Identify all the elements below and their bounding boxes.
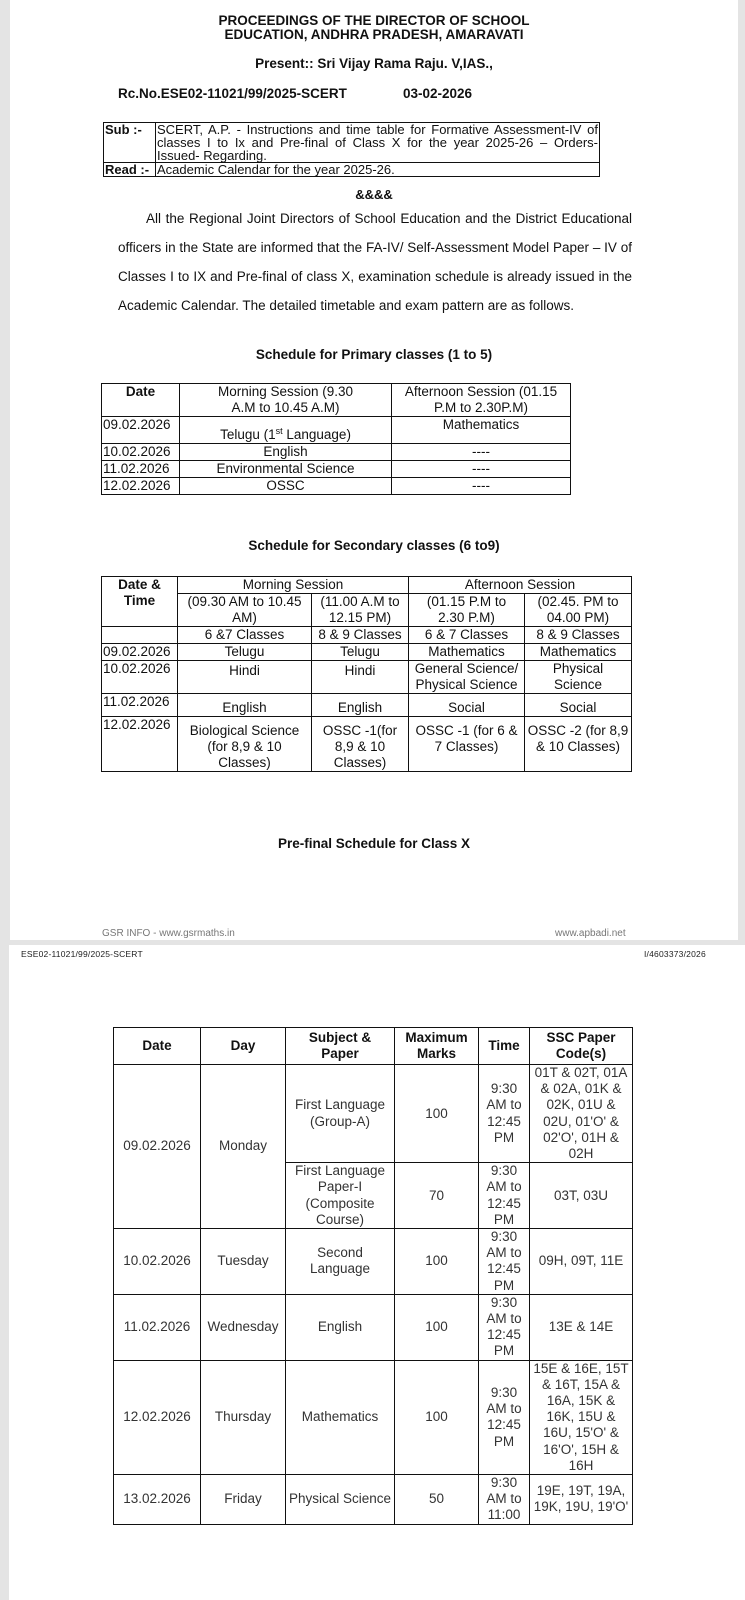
row-day: Monday bbox=[201, 1065, 286, 1229]
header-codes: SSC Paper Code(s) bbox=[530, 1028, 633, 1065]
present-line: Present:: Sri Vijay Rama Raju. V,IAS., bbox=[255, 56, 493, 71]
footer-right-watermark: www.apbadi.net bbox=[555, 928, 626, 939]
row-morning: English bbox=[180, 444, 392, 461]
table-header-row bbox=[102, 594, 632, 627]
row-cell: OSSC -1(for 8,9 & 10 Classes) bbox=[312, 717, 409, 772]
row-cell: English bbox=[312, 694, 409, 717]
row-time: 9:30 AM to 12:45 PM bbox=[479, 1163, 530, 1229]
table-row bbox=[102, 444, 571, 461]
row-day: Tuesday bbox=[201, 1229, 286, 1295]
table-row bbox=[114, 1294, 633, 1360]
row-codes: 03T, 03U bbox=[530, 1163, 633, 1229]
row-date: 12.02.2026 bbox=[114, 1360, 201, 1474]
row-codes: 15E & 16E, 15T & 16T, 15A & 16A, 15K & 16K, 15U & 16U, 15'O' & 16'O', 15H & 16H bbox=[530, 1360, 633, 1474]
row-morning: Environmental Science bbox=[180, 461, 392, 478]
table-row bbox=[102, 417, 571, 444]
secondary-schedule-table bbox=[101, 576, 632, 772]
table-row bbox=[114, 1475, 633, 1525]
row-cell: Mathematics bbox=[409, 644, 525, 661]
row-marks: 100 bbox=[395, 1360, 479, 1474]
table-row bbox=[102, 694, 632, 717]
header-class-3: 6 & 7 Classes bbox=[409, 627, 525, 644]
table-row bbox=[114, 1360, 633, 1474]
read-row bbox=[104, 163, 600, 177]
prefinal-schedule-table bbox=[113, 1027, 633, 1525]
page-header-inward-number: I/4603373/2026 bbox=[644, 949, 706, 959]
row-afternoon: Mathematics bbox=[392, 417, 571, 444]
page-header-file-number: ESE02-11021/99/2025-SCERT bbox=[21, 949, 143, 959]
reference-number: Rc.No.ESE02-11021/99/2025-SCERT bbox=[118, 86, 347, 101]
subject-row bbox=[104, 123, 600, 163]
header-date-time: Date & Time bbox=[102, 577, 178, 627]
table-row bbox=[114, 1065, 633, 1163]
header-slot-1: (09.30 AM to 10.45 AM) bbox=[178, 594, 312, 627]
row-day: Thursday bbox=[201, 1360, 286, 1474]
header-day: Day bbox=[201, 1028, 286, 1065]
row-time: 9:30 AM to 12:45 PM bbox=[479, 1360, 530, 1474]
row-codes: 19E, 19T, 19A, 19K, 19U, 19'O' bbox=[530, 1475, 633, 1525]
row-date: 09.02.2026 bbox=[102, 644, 178, 661]
row-cell: Telugu bbox=[178, 644, 312, 661]
header-slot-2: (11.00 A.M to 12.15 PM) bbox=[312, 594, 409, 627]
row-morning: OSSC bbox=[180, 478, 392, 495]
row-subject: Physical Science bbox=[286, 1475, 395, 1525]
row-subject: Second Language bbox=[286, 1229, 395, 1295]
row-cell: Social bbox=[525, 694, 632, 717]
header-morning: Morning Session bbox=[178, 577, 409, 594]
row-cell: OSSC -2 (for 8,9 & 10 Classes) bbox=[525, 717, 632, 772]
row-cell: Mathematics bbox=[525, 644, 632, 661]
read-text: Academic Calendar for the year 2025-26. bbox=[156, 163, 600, 177]
row-codes: 09H, 09T, 11E bbox=[530, 1229, 633, 1295]
row-codes: 13E & 14E bbox=[530, 1294, 633, 1360]
superscript: st bbox=[275, 426, 283, 436]
row-date: 11.02.2026 bbox=[102, 694, 178, 717]
row-cell: English bbox=[178, 694, 312, 717]
row-date: 12.02.2026 bbox=[102, 478, 180, 495]
row-subject: Mathematics bbox=[286, 1360, 395, 1474]
row-afternoon: ---- bbox=[392, 478, 571, 495]
title-line-2: EDUCATION, ANDHRA PRADESH, AMARAVATI bbox=[224, 27, 524, 42]
row-subject: First Language (Group-A) bbox=[286, 1065, 395, 1163]
row-codes: 01T & 02T, 01A & 02A, 01K & 02K, 01U & 02U, 01'O' & 02'O', 01H & 02H bbox=[530, 1065, 633, 1163]
row-marks: 100 bbox=[395, 1294, 479, 1360]
row-cell: Physical Science bbox=[525, 661, 632, 694]
header-subject: Subject & Paper bbox=[286, 1028, 395, 1065]
row-cell: OSSC -1 (for 6 & 7 Classes) bbox=[409, 717, 525, 772]
document-title bbox=[10, 14, 738, 42]
read-label: Read :- bbox=[104, 163, 156, 177]
table-row bbox=[114, 1229, 633, 1295]
row-marks: 70 bbox=[395, 1163, 479, 1229]
footer-left-watermark: GSR INFO - www.gsrmaths.in bbox=[102, 928, 235, 939]
header-marks: Maximum Marks bbox=[395, 1028, 479, 1065]
separator: &&&& bbox=[355, 187, 393, 202]
proceedings-date: 03-02-2026 bbox=[403, 86, 473, 101]
header-slot-3: (01.15 P.M to 2.30 P.M) bbox=[409, 594, 525, 627]
row-date: 12.02.2026 bbox=[102, 717, 178, 772]
row-time: 9:30 AM to 12:45 PM bbox=[479, 1065, 530, 1163]
row-date: 09.02.2026 bbox=[114, 1065, 201, 1229]
secondary-heading: Schedule for Secondary classes (6 to9) bbox=[248, 538, 500, 553]
row-morning bbox=[180, 417, 392, 444]
header-class-2: 8 & 9 Classes bbox=[312, 627, 409, 644]
header-time: Time bbox=[479, 1028, 530, 1065]
row-cell: Hindi bbox=[178, 661, 312, 694]
document-page-2 bbox=[9, 945, 745, 1600]
header-slot-4: (02.45. PM to 04.00 PM) bbox=[525, 594, 632, 627]
row-marks: 50 bbox=[395, 1475, 479, 1525]
title-line-1: PROCEEDINGS OF THE DIRECTOR OF SCHOOL bbox=[218, 13, 530, 28]
header-afternoon: Afternoon Session bbox=[409, 577, 632, 594]
header-class-4: 8 & 9 Classes bbox=[525, 627, 632, 644]
intro-paragraph: All the Regional Joint Directors of School Education and the District Educational officers in the State are informed that the FA-IV/ Self-Assessment Model Paper – IV of Classes I to IX and Pre-final of class X, examination schedule is already issued in the Academic Calendar. The detailed timetable and exam pattern are as follows. bbox=[118, 211, 632, 313]
table-header-row bbox=[114, 1028, 633, 1065]
table-header-row bbox=[102, 384, 571, 417]
row-cell: Social bbox=[409, 694, 525, 717]
header-empty bbox=[102, 627, 178, 644]
header-class-1: 6 &7 Classes bbox=[178, 627, 312, 644]
table-header-row bbox=[102, 577, 632, 594]
header-date: Date bbox=[114, 1028, 201, 1065]
row-time: 9:30 AM to 11:00 bbox=[479, 1475, 530, 1525]
primary-schedule-table bbox=[101, 383, 571, 495]
row-cell: General Science/ Physical Science bbox=[409, 661, 525, 694]
sub-label: Sub :- bbox=[104, 123, 156, 163]
table-row bbox=[102, 717, 632, 772]
row-cell: Telugu bbox=[312, 644, 409, 661]
row-date: 10.02.2026 bbox=[102, 661, 178, 694]
morning-text-end: Language) bbox=[282, 427, 351, 442]
row-marks: 100 bbox=[395, 1065, 479, 1163]
row-afternoon: ---- bbox=[392, 461, 571, 478]
row-date: 10.02.2026 bbox=[102, 444, 180, 461]
row-date: 11.02.2026 bbox=[102, 461, 180, 478]
row-cell: Hindi bbox=[312, 661, 409, 694]
row-cell: Biological Science (for 8,9 & 10 Classes) bbox=[178, 717, 312, 772]
table-row bbox=[102, 661, 632, 694]
row-afternoon: ---- bbox=[392, 444, 571, 461]
row-date: 09.02.2026 bbox=[102, 417, 180, 444]
table-row bbox=[102, 461, 571, 478]
row-subject: First Language Paper-I (Composite Course) bbox=[286, 1163, 395, 1229]
row-time: 9:30 AM to 12:45 PM bbox=[479, 1294, 530, 1360]
sub-text: SCERT, A.P. - Instructions and time table for Formative Assessment-IV of classes I to Ix and Pre-final of Class X for the year 2025-26 – Orders- Issued- Regarding. bbox=[157, 122, 598, 163]
primary-heading: Schedule for Primary classes (1 to 5) bbox=[255, 347, 493, 362]
table-row bbox=[102, 644, 632, 661]
morning-text: Telugu (1 bbox=[220, 427, 276, 442]
row-time: 9:30 AM to 12:45 PM bbox=[479, 1229, 530, 1295]
row-marks: 100 bbox=[395, 1229, 479, 1295]
header-morning: Morning Session (9.30 A.M to 10.45 A.M) bbox=[180, 384, 392, 417]
header-afternoon: Afternoon Session (01.15 P.M to 2.30P.M) bbox=[392, 384, 571, 417]
table-row bbox=[102, 478, 571, 495]
subject-table bbox=[103, 122, 600, 177]
header-date: Date bbox=[102, 384, 180, 417]
prefinal-heading: Pre-final Schedule for Class X bbox=[277, 836, 471, 851]
row-day: Wednesday bbox=[201, 1294, 286, 1360]
row-day: Friday bbox=[201, 1475, 286, 1525]
document-page-1 bbox=[10, 0, 738, 940]
row-date: 13.02.2026 bbox=[114, 1475, 201, 1525]
row-date: 10.02.2026 bbox=[114, 1229, 201, 1295]
row-date: 11.02.2026 bbox=[114, 1294, 201, 1360]
row-subject: English bbox=[286, 1294, 395, 1360]
table-header-row bbox=[102, 627, 632, 644]
